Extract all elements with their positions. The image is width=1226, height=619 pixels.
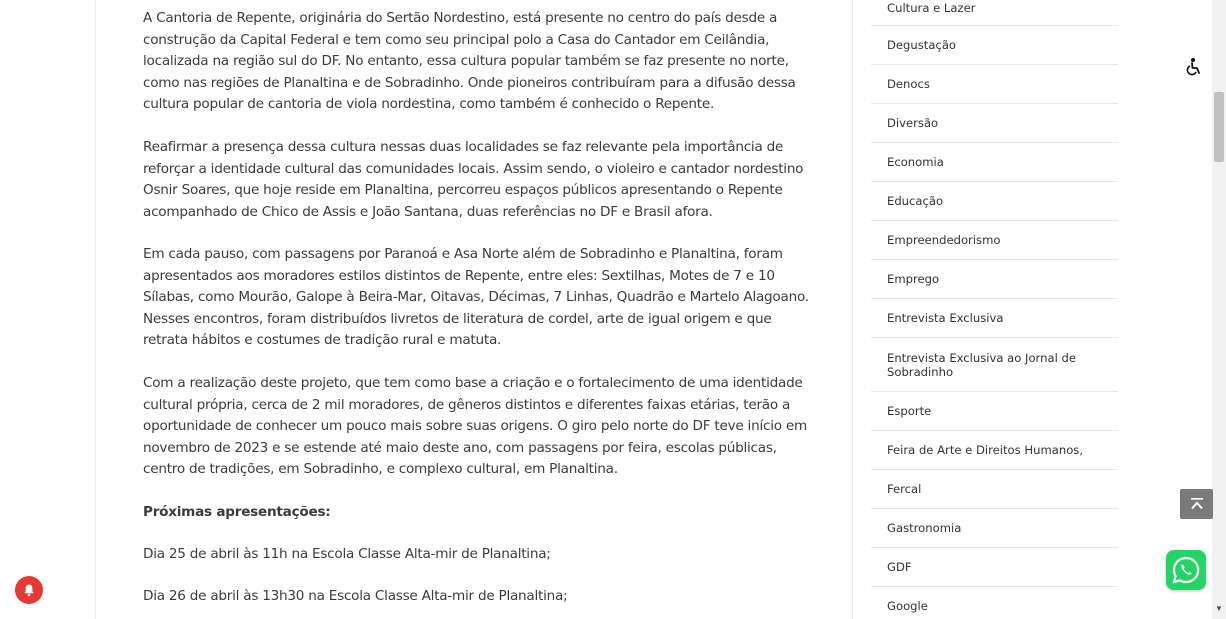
- upcoming-heading: Próximas apresentações:: [143, 504, 331, 520]
- back-to-top-button[interactable]: [1180, 489, 1213, 519]
- sidebar-category-empreendedorismo[interactable]: Empreendedorismo: [871, 221, 1118, 260]
- chevron-up-icon: [1190, 498, 1204, 510]
- sidebar-category-google[interactable]: Google: [871, 587, 1118, 619]
- schedule-item: Dia 26 de abril às 13h30 na Escola Classe Alta-mir de Planaltina;: [143, 588, 568, 604]
- sidebar-category-diversao[interactable]: Diversão: [871, 104, 1118, 143]
- sidebar-category-entrevista-exclusiva-jornal[interactable]: Entrevista Exclusiva ao Jornal de Sobradinho: [871, 338, 1118, 392]
- scrollbar-thumb[interactable]: [1214, 92, 1224, 162]
- bell-icon: [22, 583, 36, 597]
- article-paragraph: Reafirmar a presença dessa cultura nessas duas localidades se faz relevante pela importância de reforçar a identidade cultural das comunidades locais. Assim sendo, o violeiro e cantador nordestino Osnir Soares, que hoje reside em Planaltina, percorreu espaços públicos apresentando o Repente acompanhado de Chico de Assis e João Santana, duas referências no DF e Brasil afora.: [143, 139, 804, 220]
- sidebar-category-gastronomia[interactable]: Gastronomia: [871, 509, 1118, 548]
- sidebar-category-degustacao[interactable]: Degustação: [871, 26, 1118, 65]
- whatsapp-icon: [1171, 555, 1201, 585]
- scroll-down-icon[interactable]: ▼: [1215, 604, 1223, 613]
- sidebar-category-cultura-e-lazer[interactable]: Cultura e Lazer: [871, 0, 1118, 26]
- schedule-item: Dia 25 de abril às 11h na Escola Classe Alta-mir de Planaltina;: [143, 546, 551, 562]
- sidebar-category-fercal[interactable]: Fercal: [871, 470, 1118, 509]
- sidebar-category-feira-de-arte[interactable]: Feira de Arte e Direitos Humanos,: [871, 431, 1118, 470]
- sidebar-category-denocs[interactable]: Denocs: [871, 65, 1118, 104]
- notification-button[interactable]: [15, 576, 43, 604]
- sidebar-category-gdf[interactable]: GDF: [871, 548, 1118, 587]
- wheelchair-icon[interactable]: [1182, 56, 1204, 78]
- article-paragraph: Em cada pauso, com passagens por Paranoá e Asa Norte além de Sobradinho e Planaltina, foram apresentados aos moradores estilos distintos de Repente, entre eles: Sextilhas, Motes de 7 e 10 Sílabas, como Mourão, Galope à Beira-Mar, Oitavas, Décimas, 7 Linhas, Quadrão e Martelo Alagoano. Nesses encontros, foram distribuídos livretos de literatura de cordel, arte de igual origem e que retrata hábitos e costumes de tradição rural e matuta.: [143, 246, 809, 349]
- sidebar-category-emprego[interactable]: Emprego: [871, 260, 1118, 299]
- content-divider: [852, 0, 853, 619]
- sidebar-category-entrevista-exclusiva[interactable]: Entrevista Exclusiva: [871, 299, 1118, 338]
- whatsapp-button[interactable]: [1166, 550, 1206, 590]
- sidebar-category-educacao[interactable]: Educação: [871, 182, 1118, 221]
- sidebar-category-economia[interactable]: Economia: [871, 143, 1118, 182]
- article-paragraph: A Cantoria de Repente, originária do Sertão Nordestino, está presente no centro do país desde a construção da Capital Federal e tem como seu principal polo a Casa do Cantador em Ceilândia, localizada na região sul do DF. No entanto, essa cultura popular também se faz presente no norte, como nas regiões de Planaltina e de Sobradinho. Onde pioneiros contribuíram para a difusão dessa cultura popular de cantoria de viola nordestina, como também é conhecido o Repente.: [143, 10, 796, 113]
- article-paragraph: Com a realização deste projeto, que tem como base a criação e o fortalecimento de uma identidade cultural própria, cerca de 2 mil moradores, de gêneros distintos e diferentes faixas etárias, terão a oportunidade de conhecer um pouco mais sobre suas origens. O giro pelo norte do DF teve início em novembro de 2023 e se estende até maio deste ano, com passagens por feira, escolas públicas, centro de tradições, em Sobradinho, e complexo cultural, em Planaltina.: [143, 375, 807, 478]
- sidebar-category-esporte[interactable]: Esporte: [871, 392, 1118, 431]
